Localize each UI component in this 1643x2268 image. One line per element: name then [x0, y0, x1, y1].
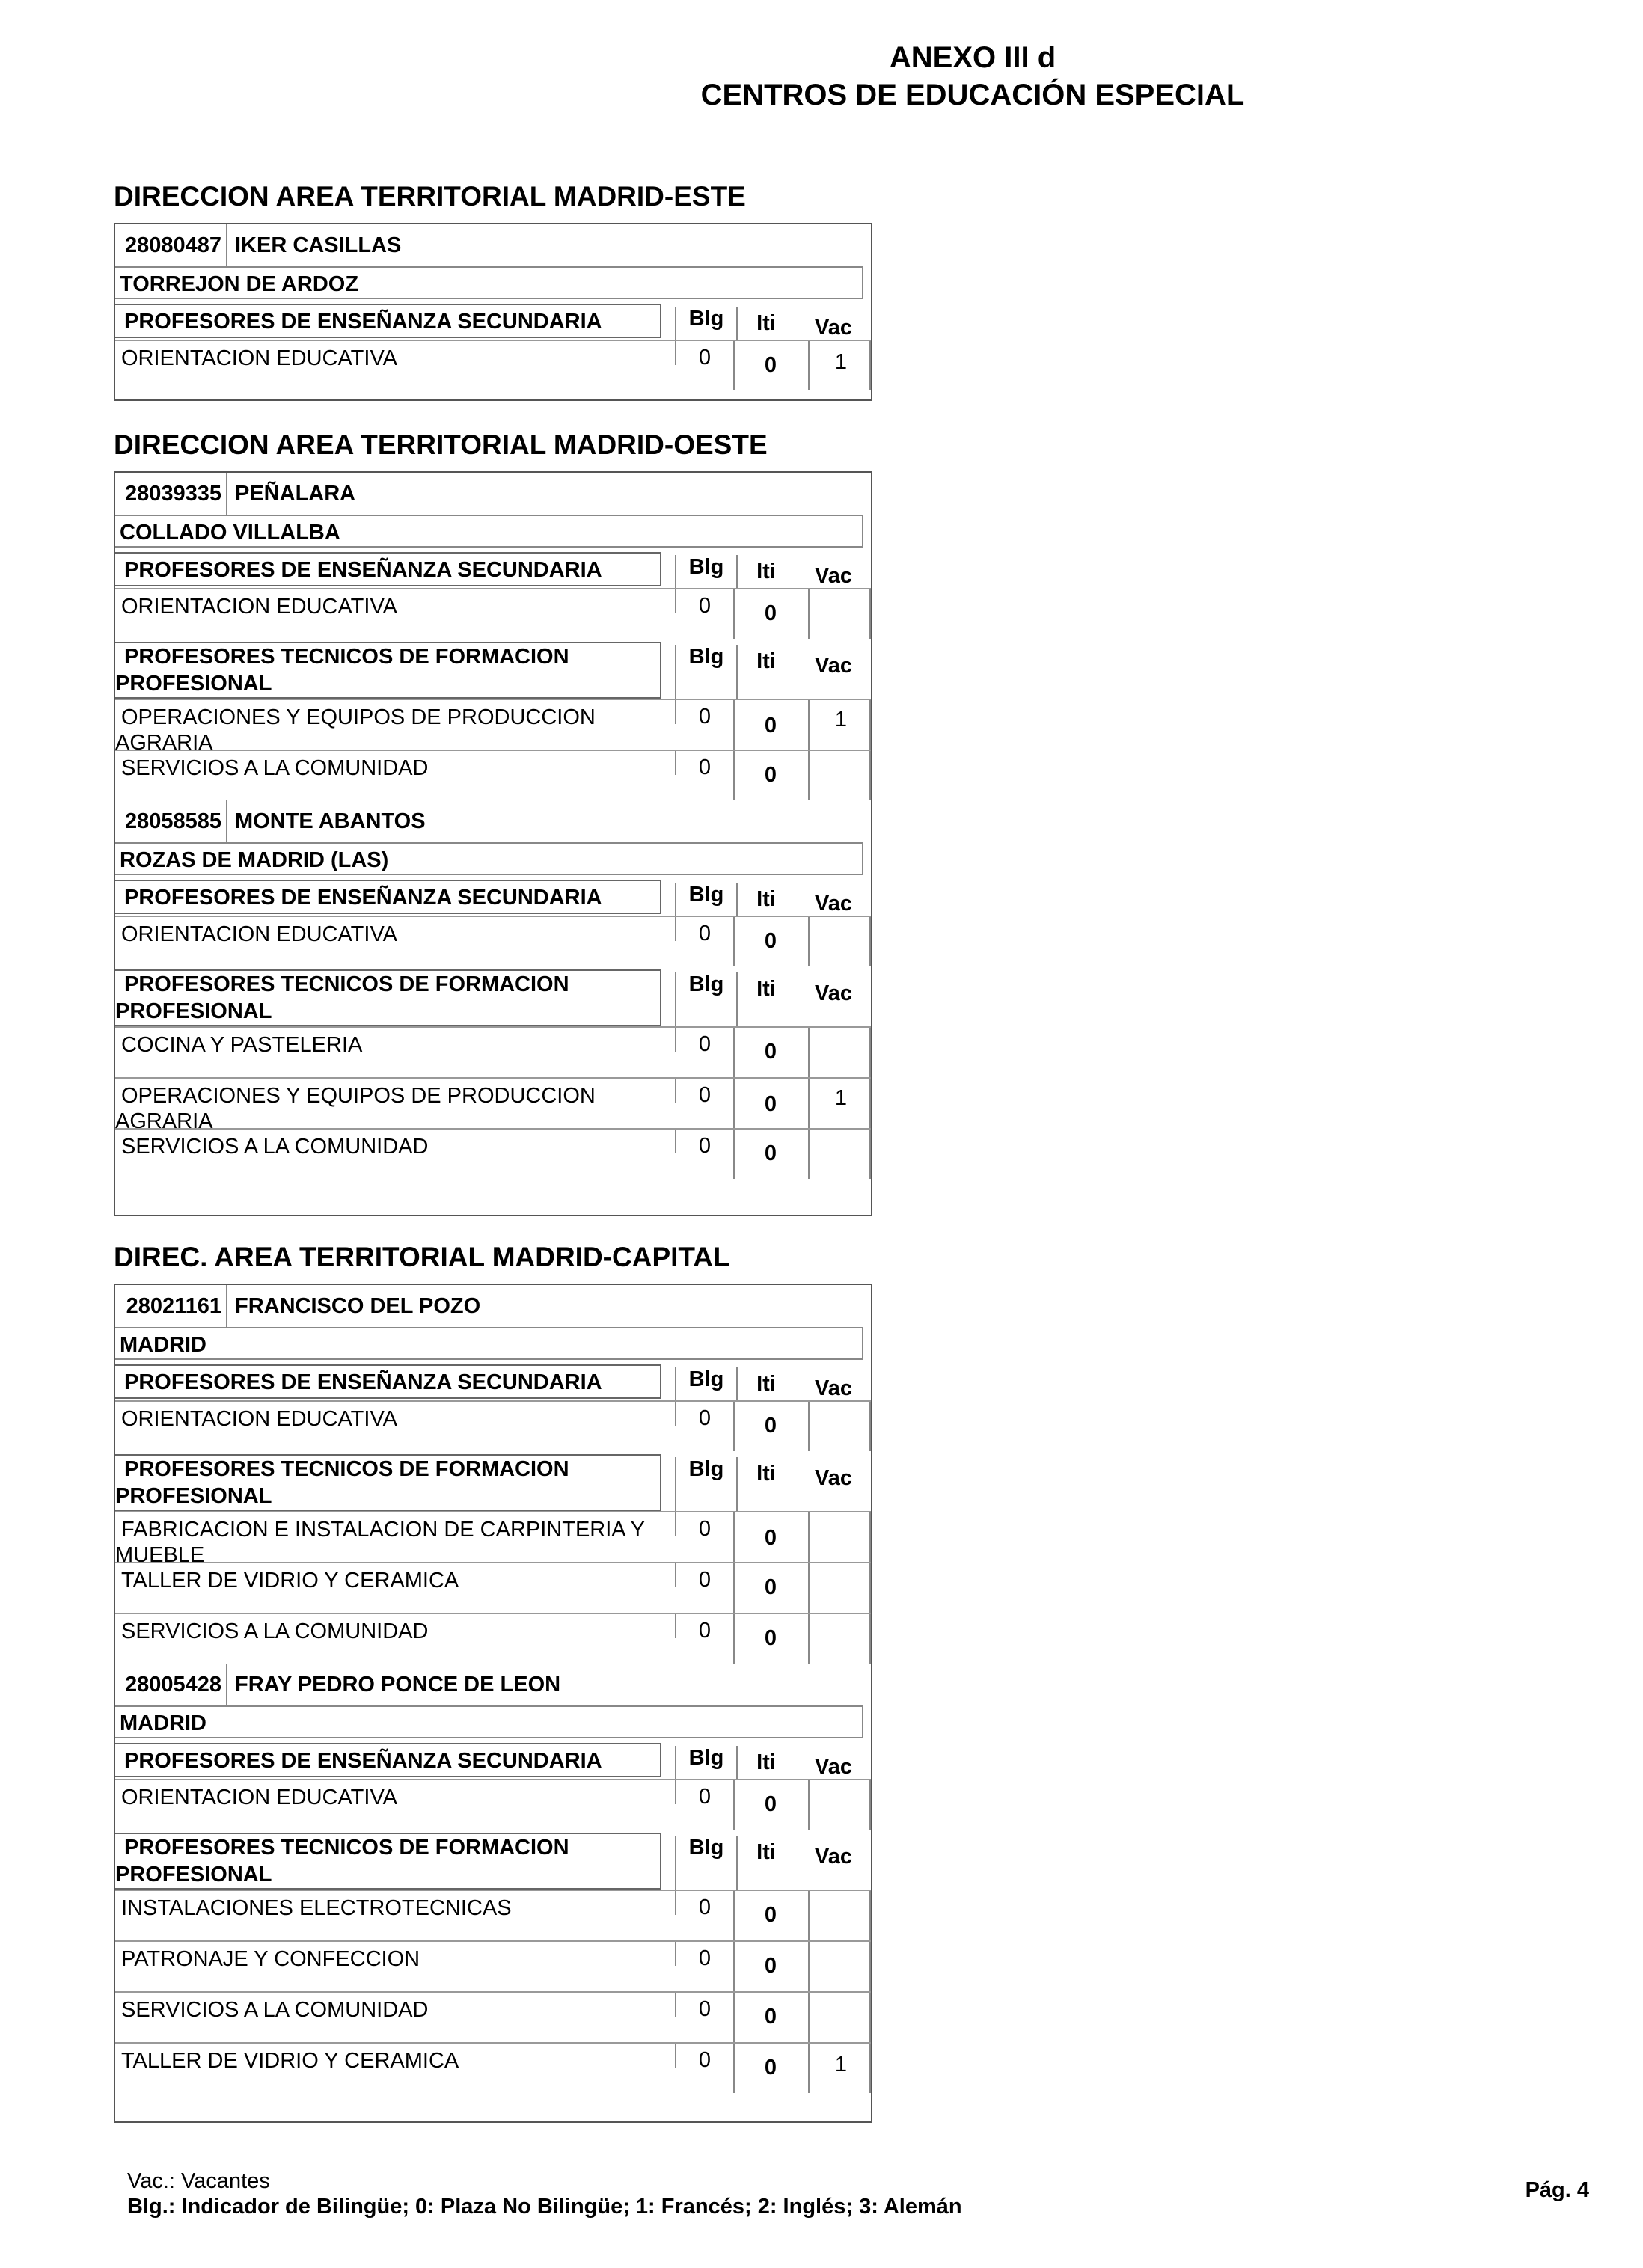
subject-name-line1: ORIENTACION EDUCATIVA: [121, 346, 397, 370]
value-blg: 0: [698, 594, 712, 618]
value-iti: 0: [764, 353, 777, 377]
page-number: Pág. 4: [1525, 2178, 1589, 2202]
teacher-body-name: [115, 642, 661, 699]
cell-divider: [675, 1993, 676, 2017]
column-header-iti: Iti: [756, 311, 776, 335]
center-location: COLLADO VILLALBA: [115, 515, 863, 548]
column-header-blg: Blg: [675, 972, 738, 1026]
subject-name-line1: SERVICIOS A LA COMUNIDAD: [121, 1135, 429, 1159]
cell-divider: [675, 751, 676, 775]
cell-divider: [675, 1402, 676, 1426]
center-code: 28058585: [115, 800, 227, 842]
footer-legend-vac: Vac.: Vacantes: [127, 2169, 270, 2193]
value-blg: 0: [698, 756, 712, 779]
column-header-blg: Blg: [675, 555, 738, 588]
cell-divider: [733, 1130, 735, 1179]
table-row: [115, 1991, 871, 2042]
value-iti: 0: [764, 1903, 777, 1927]
table-row: [115, 750, 871, 800]
cell-divider: [808, 1614, 810, 1664]
subject-name: [121, 1406, 675, 1432]
region-table-este: [114, 223, 872, 401]
table-row: [115, 588, 871, 639]
column-header-blg: Blg: [675, 645, 738, 699]
cell-divider: [733, 1942, 735, 1991]
cell-divider: [808, 2044, 810, 2093]
region-table-capital: [114, 1284, 872, 2123]
column-header-vac: Vac: [815, 654, 852, 678]
cell-divider: [869, 589, 871, 639]
subject-name-line1: ORIENTACION EDUCATIVA: [121, 1786, 397, 1809]
subject-name: [121, 1134, 675, 1159]
value-blg: 0: [698, 1997, 712, 2021]
cell-divider: [675, 589, 676, 613]
cell-divider: [808, 700, 810, 750]
subject-name: [121, 594, 675, 619]
value-blg: 0: [698, 1895, 712, 1919]
subject-name: [115, 705, 675, 756]
subject-name-line1: SERVICIOS A LA COMUNIDAD: [121, 756, 429, 780]
center-name: FRAY PEDRO PONCE DE LEON: [235, 1673, 561, 1697]
value-vac: 1: [834, 1086, 848, 1110]
cell-divider: [675, 1079, 676, 1103]
value-blg: 0: [698, 1619, 712, 1643]
center-row: [115, 473, 871, 515]
cell-divider: [733, 2044, 735, 2093]
subject-name-line1: TALLER DE VIDRIO Y CERAMICA: [121, 2049, 459, 2073]
column-header-iti: Iti: [756, 1372, 776, 1396]
teacher-body-header: [115, 877, 871, 916]
column-header-blg: Blg: [675, 1367, 738, 1400]
subject-name: [121, 756, 675, 781]
region-table-oeste: [114, 471, 872, 1216]
teacher-body-name: PROFESORES DE ENSEÑANZA SECUNDARIA: [115, 552, 661, 586]
subject-name: [121, 346, 675, 371]
cell-divider: [733, 1079, 735, 1128]
cell-divider: [869, 1130, 871, 1179]
teacher-body-header: [115, 966, 871, 1026]
teacher-body-name-line1: PROFESORES TECNICOS DE FORMACION: [124, 1836, 569, 1860]
value-iti: 0: [764, 1954, 777, 1978]
teacher-body-header: [115, 301, 871, 340]
value-iti: 0: [764, 714, 777, 738]
cell-divider: [733, 589, 735, 639]
value-vac: 1: [834, 708, 848, 732]
cell-divider: [808, 751, 810, 800]
value-blg: 0: [698, 1946, 712, 1970]
cell-divider: [808, 1563, 810, 1613]
column-header-vac: Vac: [815, 892, 852, 916]
column-header-iti: Iti: [756, 1840, 776, 1864]
center-location: MADRID: [115, 1327, 863, 1360]
column-header-vac: Vac: [815, 1845, 852, 1869]
column-header-iti: Iti: [756, 649, 776, 673]
column-header-iti: Iti: [756, 1462, 776, 1486]
column-header-blg: Blg: [675, 1836, 738, 1890]
cell-divider: [733, 1780, 735, 1830]
center-location: TORREJON DE ARDOZ: [115, 266, 863, 299]
cell-divider: [733, 917, 735, 966]
subject-name-line1: PATRONAJE Y CONFECCION: [121, 1947, 420, 1971]
subject-name: [121, 1619, 675, 1644]
cell-divider: [733, 1563, 735, 1613]
teacher-body-name-line2: PROFESIONAL: [115, 672, 272, 696]
cell-divider: [808, 917, 810, 966]
subject-name-line1: ORIENTACION EDUCATIVA: [121, 1407, 397, 1431]
value-blg: 0: [698, 1134, 712, 1158]
cell-divider: [675, 1512, 676, 1536]
footer-legend-blg: Blg.: Indicador de Bilingüe; 0: Plaza No Bilingüe; 1: Francés; 2: Inglés; 3: Alemán: [127, 2195, 962, 2219]
cell-divider: [869, 1891, 871, 1940]
subject-name-line1: SERVICIOS A LA COMUNIDAD: [121, 1998, 429, 2022]
region-title: DIRECCION AREA TERRITORIAL MADRID-OESTE: [114, 429, 768, 460]
center-location-row: [115, 1705, 871, 1740]
table-row: [115, 1890, 871, 1940]
subject-name-line1: OPERACIONES Y EQUIPOS DE PRODUCCION: [121, 1084, 596, 1108]
cell-divider: [675, 1891, 676, 1915]
center-location-row: [115, 1327, 871, 1361]
column-header-iti: Iti: [756, 1750, 776, 1774]
value-iti: 0: [764, 1141, 777, 1165]
teacher-body-name: PROFESORES DE ENSEÑANZA SECUNDARIA: [115, 880, 661, 914]
subject-name: [121, 1997, 675, 2023]
value-iti: 0: [764, 1526, 777, 1550]
cell-divider: [675, 1028, 676, 1052]
column-header-vac: Vac: [815, 1376, 852, 1400]
table-row: [115, 699, 871, 755]
value-iti: 0: [764, 1092, 777, 1116]
teacher-body-name-line2: PROFESIONAL: [115, 999, 272, 1023]
teacher-body-name: [115, 1833, 661, 1890]
subject-name-line2: MUEBLE: [115, 1543, 205, 1567]
center-code: 28080487: [115, 224, 227, 266]
cell-divider: [808, 1891, 810, 1940]
cell-divider: [675, 1614, 676, 1638]
subject-name-line1: INSTALACIONES ELECTROTECNICAS: [121, 1896, 512, 1920]
table-row: [115, 1562, 871, 1613]
teacher-body-header: [115, 1361, 871, 1400]
value-blg: 0: [698, 1083, 712, 1107]
cell-divider: [675, 1563, 676, 1587]
value-blg: 0: [698, 1032, 712, 1056]
subject-name-line1: ORIENTACION EDUCATIVA: [121, 595, 397, 619]
subject-name: [121, 1785, 675, 1810]
teacher-body-header: [115, 1451, 871, 1511]
teacher-body-header: [115, 1830, 871, 1890]
cell-divider: [733, 1993, 735, 2042]
value-vac: 1: [834, 350, 848, 374]
cell-divider: [869, 1563, 871, 1613]
teacher-body-name: PROFESORES DE ENSEÑANZA SECUNDARIA: [115, 1743, 661, 1777]
table-row: [115, 1779, 871, 1830]
center-name: MONTE ABANTOS: [235, 809, 426, 833]
column-header-iti: Iti: [756, 887, 776, 911]
center-name: IKER CASILLAS: [235, 233, 402, 257]
subject-name: [121, 1568, 675, 1593]
center-location-row: [115, 266, 871, 301]
table-row: [115, 916, 871, 966]
center-row: [115, 800, 871, 842]
document-title: ANEXO III d: [889, 41, 1056, 74]
center-code: 28005428: [115, 1664, 227, 1705]
cell-divider: [869, 2044, 871, 2093]
center-code: 28039335: [115, 473, 227, 515]
center-location: MADRID: [115, 1705, 863, 1738]
teacher-body-header: [115, 549, 871, 588]
column-header-vac: Vac: [815, 316, 852, 340]
subject-name-line1: TALLER DE VIDRIO Y CERAMICA: [121, 1569, 459, 1593]
table-row: [115, 1400, 871, 1451]
value-blg: 0: [698, 922, 712, 945]
table-row: [115, 2042, 871, 2093]
subject-name-line1: OPERACIONES Y EQUIPOS DE PRODUCCION: [121, 705, 596, 729]
center-location-row: [115, 515, 871, 549]
column-header-blg: Blg: [675, 883, 738, 916]
subject-name-line2: AGRARIA: [115, 731, 213, 755]
subject-name-line1: ORIENTACION EDUCATIVA: [121, 922, 397, 946]
cell-divider: [869, 1780, 871, 1830]
value-iti: 0: [764, 929, 777, 953]
cell-divider: [733, 1614, 735, 1664]
teacher-body-name-line2: PROFESIONAL: [115, 1863, 272, 1887]
subject-name-line1: FABRICACION E INSTALACION DE CARPINTERIA Y: [121, 1518, 645, 1542]
cell-divider: [808, 1780, 810, 1830]
document-subtitle: CENTROS DE EDUCACIÓN ESPECIAL: [700, 79, 1245, 111]
cell-divider: [808, 1402, 810, 1451]
cell-divider: [869, 1993, 871, 2042]
column-header-blg: Blg: [675, 307, 738, 340]
value-iti: 0: [764, 1414, 777, 1438]
value-iti: 0: [764, 1040, 777, 1064]
table-row: [115, 1026, 871, 1077]
subject-name: [121, 1895, 675, 1921]
cell-divider: [869, 1028, 871, 1077]
column-header-vac: Vac: [815, 564, 852, 588]
cell-divider: [675, 700, 676, 724]
value-blg: 0: [698, 1517, 712, 1541]
table-row: [115, 1128, 871, 1179]
table-row: [115, 1613, 871, 1664]
cell-divider: [675, 1942, 676, 1966]
cell-divider: [808, 1993, 810, 2042]
cell-divider: [869, 1512, 871, 1562]
table-row: [115, 340, 871, 390]
table-row: [115, 1511, 871, 1567]
center-row: [115, 224, 871, 266]
subject-name: [121, 1032, 675, 1058]
cell-divider: [808, 589, 810, 639]
value-iti: 0: [764, 1575, 777, 1599]
value-iti: 0: [764, 2005, 777, 2029]
column-header-vac: Vac: [815, 1466, 852, 1490]
value-iti: 0: [764, 2056, 777, 2079]
value-vac: 1: [834, 2053, 848, 2077]
cell-divider: [869, 700, 871, 750]
value-blg: 0: [698, 1785, 712, 1809]
cell-divider: [675, 2044, 676, 2068]
region-title: DIRECCION AREA TERRITORIAL MADRID-ESTE: [114, 181, 746, 212]
teacher-body-name: [115, 1454, 661, 1511]
table-row: [115, 1077, 871, 1133]
center-row: [115, 1664, 871, 1705]
center-location-row: [115, 842, 871, 877]
subject-name-line1: SERVICIOS A LA COMUNIDAD: [121, 1619, 429, 1643]
column-header-blg: Blg: [675, 1457, 738, 1511]
teacher-body-name: PROFESORES DE ENSEÑANZA SECUNDARIA: [115, 304, 661, 338]
value-blg: 0: [698, 346, 712, 370]
cell-divider: [869, 341, 871, 390]
subject-name-line2: AGRARIA: [115, 1109, 213, 1133]
cell-divider: [733, 1402, 735, 1451]
subject-name: [121, 2048, 675, 2074]
cell-divider: [675, 1130, 676, 1153]
column-header-vac: Vac: [815, 981, 852, 1005]
column-header-iti: Iti: [756, 560, 776, 583]
teacher-body-name: PROFESORES DE ENSEÑANZA SECUNDARIA: [115, 1364, 661, 1399]
cell-divider: [675, 341, 676, 365]
subject-name: [121, 922, 675, 947]
subject-name-line1: COCINA Y PASTELERIA: [121, 1033, 363, 1057]
value-iti: 0: [764, 601, 777, 625]
value-blg: 0: [698, 1568, 712, 1592]
subject-name: [115, 1517, 675, 1568]
cell-divider: [869, 751, 871, 800]
teacher-body-name-line1: PROFESORES TECNICOS DE FORMACION: [124, 972, 569, 996]
cell-divider: [733, 1028, 735, 1077]
value-iti: 0: [764, 1626, 777, 1650]
cell-divider: [808, 1512, 810, 1562]
cell-divider: [733, 1891, 735, 1940]
teacher-body-name-line1: PROFESORES TECNICOS DE FORMACION: [124, 1457, 569, 1481]
cell-divider: [733, 341, 735, 390]
value-iti: 0: [764, 1792, 777, 1816]
column-header-iti: Iti: [756, 977, 776, 1001]
teacher-body-name-line1: PROFESORES TECNICOS DE FORMACION: [124, 645, 569, 669]
cell-divider: [808, 1942, 810, 1991]
center-code: 28021161: [115, 1285, 227, 1327]
cell-divider: [733, 1512, 735, 1562]
center-location: ROZAS DE MADRID (LAS): [115, 842, 863, 875]
center-name: PEÑALARA: [235, 482, 356, 506]
teacher-body-name-line2: PROFESIONAL: [115, 1484, 272, 1508]
value-iti: 0: [764, 763, 777, 787]
cell-divider: [733, 751, 735, 800]
region-title: DIREC. AREA TERRITORIAL MADRID-CAPITAL: [114, 1242, 730, 1272]
cell-divider: [675, 917, 676, 941]
cell-divider: [733, 700, 735, 750]
cell-divider: [869, 1402, 871, 1451]
cell-divider: [869, 917, 871, 966]
value-blg: 0: [698, 705, 712, 729]
column-header-blg: Blg: [675, 1746, 738, 1779]
cell-divider: [869, 1079, 871, 1128]
cell-divider: [869, 1942, 871, 1991]
value-blg: 0: [698, 2048, 712, 2072]
value-blg: 0: [698, 1406, 712, 1430]
cell-divider: [808, 1079, 810, 1128]
cell-divider: [808, 1130, 810, 1179]
cell-divider: [808, 1028, 810, 1077]
subject-name: [115, 1083, 675, 1134]
table-row: [115, 1940, 871, 1991]
subject-name: [121, 1946, 675, 1972]
cell-divider: [675, 1780, 676, 1804]
teacher-body-header: [115, 1740, 871, 1779]
teacher-body-name: [115, 969, 661, 1026]
cell-divider: [869, 1614, 871, 1664]
teacher-body-header: [115, 639, 871, 699]
center-row: [115, 1285, 871, 1327]
center-name: FRANCISCO DEL POZO: [235, 1294, 481, 1318]
column-header-vac: Vac: [815, 1755, 852, 1779]
cell-divider: [808, 341, 810, 390]
